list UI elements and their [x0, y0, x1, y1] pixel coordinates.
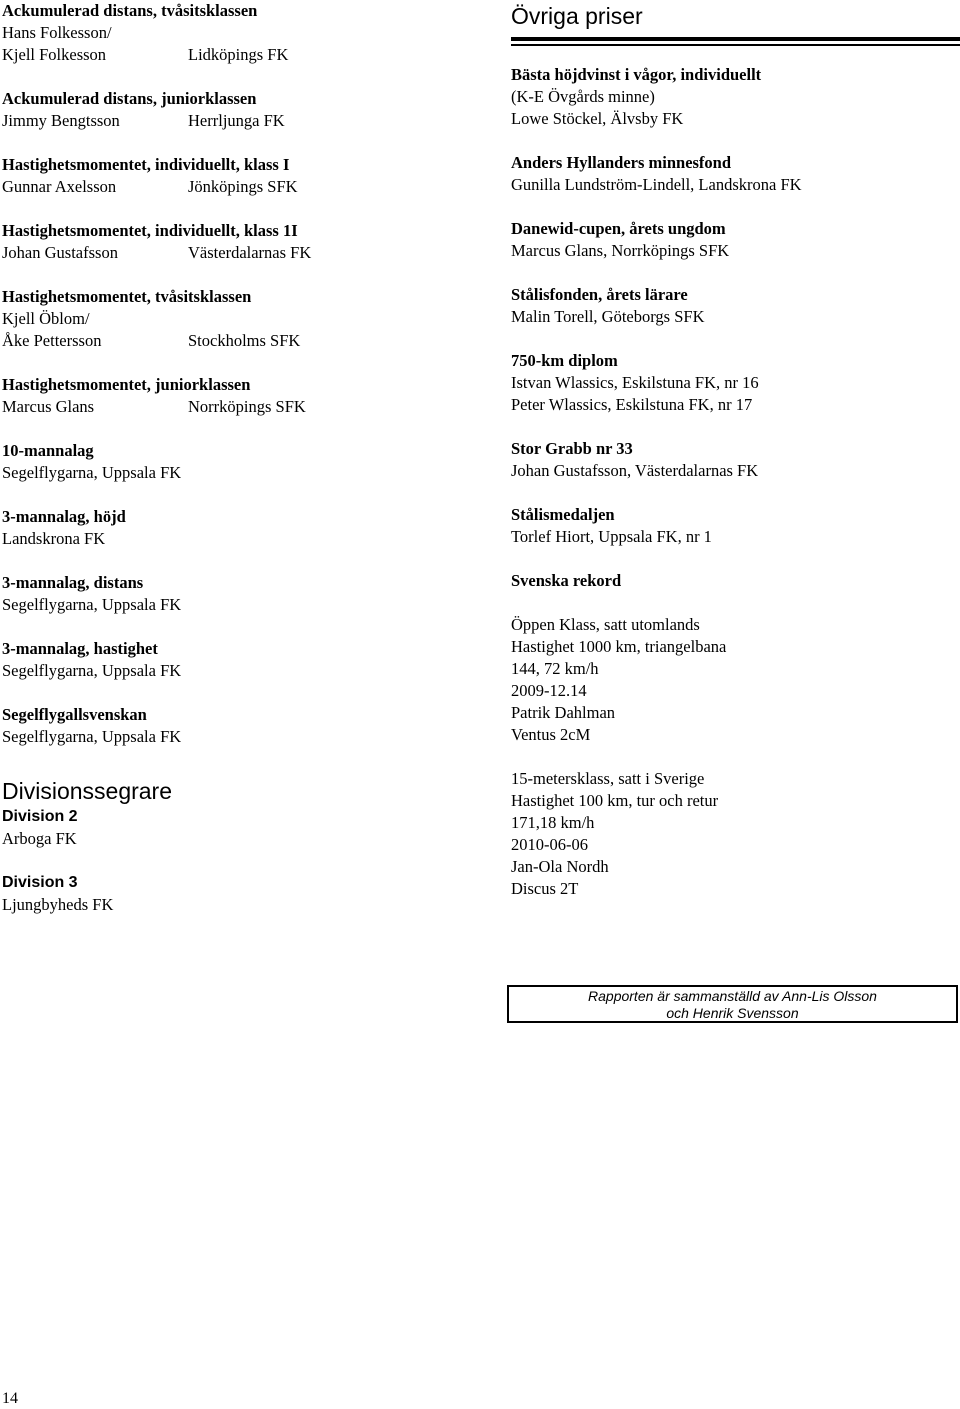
- division-label: Division 2: [2, 808, 78, 825]
- award-title: 3-mannalag, hastighet: [2, 639, 158, 658]
- record-list: [511, 614, 960, 900]
- credits-line-2: och Henrik Svensson: [666, 1005, 799, 1021]
- spacer: [2, 264, 492, 286]
- award-row: [2, 308, 492, 330]
- spacer: [2, 132, 492, 154]
- winner-name: Johan Gustafsson: [2, 243, 118, 262]
- award-block: [2, 506, 492, 550]
- winner-club: Lidköpings FK: [188, 45, 289, 64]
- spacer: [2, 550, 492, 572]
- award-block: [2, 440, 492, 484]
- spacer: [2, 66, 492, 88]
- spacer: [511, 416, 960, 438]
- spacer: [2, 352, 492, 374]
- record-block: [511, 614, 960, 746]
- award-title: Hastighetsmomentet, tvåsitsklassen: [2, 287, 252, 306]
- left-column: [2, 0, 492, 916]
- prize-line: Malin Torell, Göteborgs SFK: [511, 307, 705, 326]
- prize-block: [511, 350, 960, 416]
- winner-name: Kjell Öblom/: [2, 309, 90, 328]
- award-title: Hastighetsmomentet, individuellt, klass 1I: [2, 221, 298, 240]
- award-block: [2, 638, 492, 682]
- award-block: [2, 572, 492, 616]
- prize-title: 750-km diplom: [511, 351, 618, 370]
- spacer: [2, 418, 492, 440]
- prize-line: Johan Gustafsson, Västerdalarnas FK: [511, 461, 759, 480]
- award-title: Hastighetsmomentet, juniorklassen: [2, 375, 251, 394]
- winner-name: Jimmy Bengtsson: [2, 111, 120, 130]
- award-row: [2, 330, 492, 352]
- winner-name: Segelflygarna, Uppsala FK: [2, 661, 182, 680]
- winner-name: Hans Folkesson/: [2, 23, 112, 42]
- prize-line: Lowe Stöckel, Älvsby FK: [511, 109, 684, 128]
- award-block: [2, 374, 492, 418]
- division-label: Division 3: [2, 874, 78, 891]
- prize-line: Marcus Glans, Norrköpings SFK: [511, 241, 730, 260]
- spacer: [2, 850, 492, 872]
- prize-line: Gunilla Lundström-Lindell, Landskrona FK: [511, 175, 802, 194]
- record-line: Patrik Dahlman: [511, 703, 616, 722]
- award-title: Ackumulerad distans, tvåsitsklassen: [2, 1, 258, 20]
- prize-list: [511, 64, 960, 548]
- spacer: [511, 130, 960, 152]
- spacer: [511, 262, 960, 284]
- spacer: [2, 484, 492, 506]
- award-row: [2, 22, 492, 44]
- heading-rule-thick: [511, 37, 960, 41]
- winner-name: Landskrona FK: [2, 529, 106, 548]
- spacer: [2, 616, 492, 638]
- record-line: 144, 72 km/h: [511, 659, 599, 678]
- winner-club: Herrljunga FK: [188, 111, 285, 130]
- prize-block: [511, 218, 960, 262]
- prize-line: Peter Wlassics, Eskilstuna FK, nr 17: [511, 395, 753, 414]
- award-row: [2, 462, 492, 484]
- record-line: Hastighet 100 km, tur och retur: [511, 791, 719, 810]
- spacer: [511, 746, 960, 768]
- division-block: [2, 872, 492, 916]
- prize-title: Stålismedaljen: [511, 505, 615, 524]
- prize-line: Istvan Wlassics, Eskilstuna FK, nr 16: [511, 373, 759, 392]
- record-line: Hastighet 1000 km, triangelbana: [511, 637, 727, 656]
- winner-name: Kjell Folkesson: [2, 45, 107, 64]
- award-block: [2, 704, 492, 748]
- record-line: Jan-Ola Nordh: [511, 857, 609, 876]
- award-row: [2, 594, 492, 616]
- winner-club: Stockholms SFK: [188, 331, 301, 350]
- winner-name: Åke Pettersson: [2, 331, 102, 350]
- award-block: [2, 88, 492, 132]
- award-row: [2, 396, 492, 418]
- prize-title: Bästa höjdvinst i vågor, individuellt: [511, 65, 762, 84]
- award-title: Ackumulerad distans, juniorklassen: [2, 89, 257, 108]
- award-row: [2, 660, 492, 682]
- award-row: [2, 726, 492, 748]
- spacer: [2, 198, 492, 220]
- record-line: Öppen Klass, satt utomlands: [511, 615, 700, 634]
- prize-title: Stor Grabb nr 33: [511, 439, 633, 458]
- award-list: [2, 0, 492, 748]
- spacer: [511, 328, 960, 350]
- prize-title: Stålisfonden, årets lärare: [511, 285, 688, 304]
- award-title: Segelflygallsvenskan: [2, 705, 147, 724]
- other-prizes-heading: Övriga priser: [511, 3, 643, 29]
- prize-block: [511, 438, 960, 482]
- record-line: 171,18 km/h: [511, 813, 595, 832]
- award-title: 10-mannalag: [2, 441, 94, 460]
- credits-line-1: Rapporten är sammanställd av Ann-Lis Olsson: [588, 988, 877, 1004]
- spacer: [2, 682, 492, 704]
- prize-block: [511, 64, 960, 130]
- award-block: [2, 0, 492, 66]
- prize-block: [511, 504, 960, 548]
- winner-name: Gunnar Axelsson: [2, 177, 117, 196]
- prize-line: (K-E Övgårds minne): [511, 87, 655, 106]
- record-line: Ventus 2cM: [511, 725, 591, 744]
- award-block: [2, 220, 492, 264]
- award-block: [2, 154, 492, 198]
- record-block: [511, 768, 960, 900]
- credits-box: [507, 985, 958, 1023]
- divisions-section: [2, 748, 492, 916]
- records-heading: Svenska rekord: [511, 571, 622, 590]
- division-club: Arboga FK: [2, 829, 77, 848]
- winner-club: Västerdalarnas FK: [188, 243, 312, 262]
- spacer: [511, 482, 960, 504]
- winner-club: Jönköpings SFK: [188, 177, 298, 196]
- winner-name: Segelflygarna, Uppsala FK: [2, 463, 182, 482]
- winner-club: Norrköpings SFK: [188, 397, 306, 416]
- winner-name: Segelflygarna, Uppsala FK: [2, 595, 182, 614]
- record-line: 2009-12.14: [511, 681, 587, 700]
- divisions-heading: Divisionssegrare: [2, 778, 173, 804]
- award-row: [2, 176, 492, 198]
- winner-name: Segelflygarna, Uppsala FK: [2, 727, 182, 746]
- record-line: Discus 2T: [511, 879, 579, 898]
- prize-block: [511, 152, 960, 196]
- spacer: [511, 196, 960, 218]
- right-column: [511, 0, 960, 900]
- award-title: 3-mannalag, höjd: [2, 507, 126, 526]
- award-row: [2, 110, 492, 132]
- award-title: 3-mannalag, distans: [2, 573, 144, 592]
- award-row: [2, 44, 492, 66]
- prize-title: Anders Hyllanders minnesfond: [511, 153, 732, 172]
- record-line: 2010-06-06: [511, 835, 588, 854]
- division-list: [2, 806, 492, 916]
- winner-name: Marcus Glans: [2, 397, 95, 416]
- page-number: 14: [2, 1390, 18, 1407]
- division-block: [2, 806, 492, 850]
- prize-block: [511, 284, 960, 328]
- division-club: Ljungbyheds FK: [2, 895, 114, 914]
- record-line: 15-metersklass, satt i Sverige: [511, 769, 705, 788]
- other-prizes-header: [511, 1, 960, 46]
- prize-title: Danewid-cupen, årets ungdom: [511, 219, 726, 238]
- award-row: [2, 528, 492, 550]
- award-block: [2, 286, 492, 352]
- award-row: [2, 242, 492, 264]
- award-title: Hastighetsmomentet, individuellt, klass I: [2, 155, 290, 174]
- prize-line: Torlef Hiort, Uppsala FK, nr 1: [511, 527, 712, 546]
